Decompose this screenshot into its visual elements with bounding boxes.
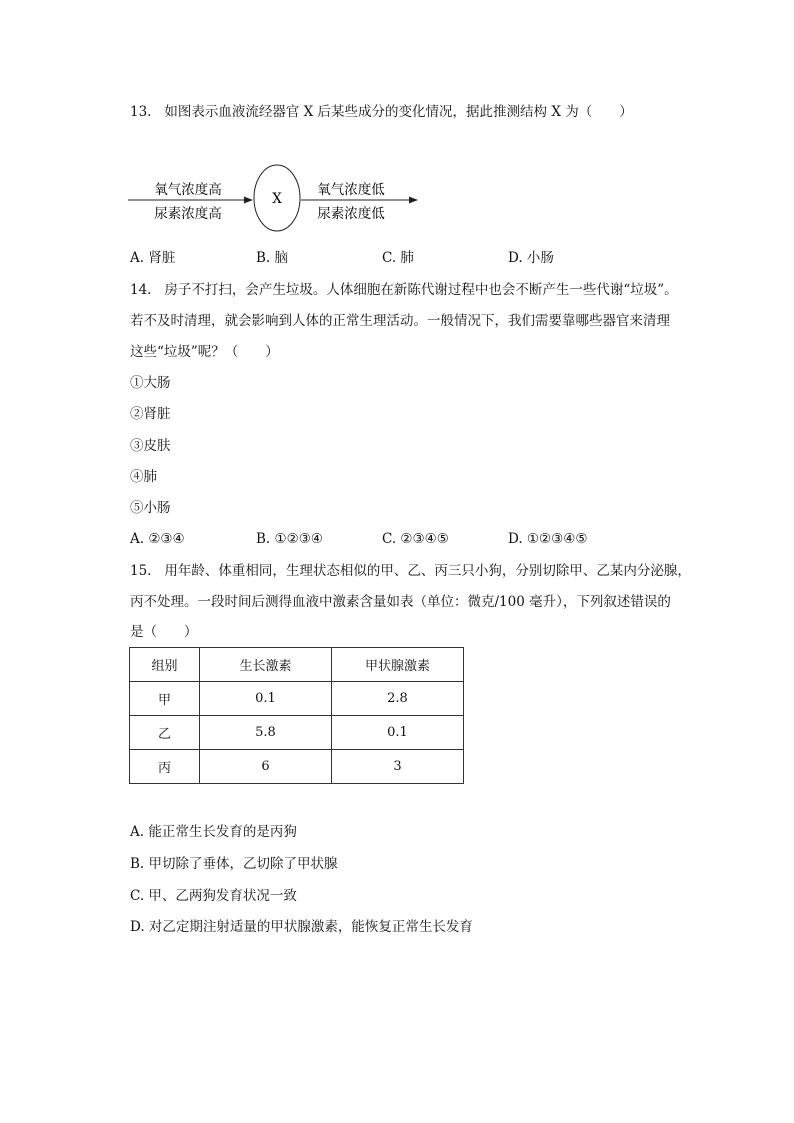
q15-number: 15. — [130, 563, 152, 579]
q13-stem-line — [130, 102, 633, 122]
diagram-right-top-label: 氧气浓度低 — [317, 182, 385, 198]
diagram-left-top-label: 氧气浓度高 — [154, 182, 222, 198]
table-row — [130, 716, 464, 750]
q14-item-2: ②肾脏 — [130, 406, 171, 422]
table-cell: 0.1 — [332, 716, 464, 750]
q14-stem-line-2: 若不及时清理，就会影响到人体的正常生理活动。一般情况下，我们需要靠哪些器官来清理 — [130, 313, 670, 329]
diagram-left-bottom-label: 尿素浓度高 — [154, 206, 222, 222]
table-header-cell: 生长激素 — [200, 648, 332, 682]
hormone-table — [129, 647, 464, 784]
q15-option-a[interactable]: A. 能正常生长发育的是丙狗 — [130, 824, 297, 840]
table-cell: 5.8 — [200, 716, 332, 750]
q14-stem-line-1 — [130, 280, 678, 300]
table-header-cell: 甲状腺激素 — [332, 648, 464, 682]
table-cell: 6 — [200, 750, 332, 784]
table-cell: 2.8 — [332, 682, 464, 716]
diagram-right-bottom-label: 尿素浓度低 — [317, 206, 385, 222]
table-cell: 丙 — [130, 750, 200, 784]
q15-stem-line-3: 是（ ） — [130, 624, 198, 640]
table-cell: 乙 — [130, 716, 200, 750]
q13-option-b[interactable]: B. 脑 — [256, 250, 289, 266]
q14-item-4: ④肺 — [130, 469, 157, 485]
q15-stem-line-1 — [130, 561, 691, 581]
q13-option-d[interactable]: D. 小肠 — [508, 250, 554, 266]
table-cell: 甲 — [130, 682, 200, 716]
q14-item-3: ③皮肤 — [130, 438, 171, 454]
q14-option-c[interactable]: C. ②③④⑤ — [382, 531, 449, 547]
table-row — [130, 750, 464, 784]
q13-stem: 如图表示血液流经器官 X 后某些成分的变化情况，据此推测结构 X 为（ ） — [164, 104, 633, 120]
diagram-right-arrow-head — [409, 197, 418, 204]
q14-stem-text-1: 房子不打扫，会产生垃圾。人体细胞在新陈代谢过程中也会不断产生一些代谢“垃圾”。 — [164, 282, 678, 298]
table-cell: 0.1 — [200, 682, 332, 716]
table-row — [130, 682, 464, 716]
q13-number: 13. — [130, 104, 152, 120]
q15-stem-line-2: 丙不处理。一段时间后测得血液中激素含量如表（单位：微克/100 毫升），下列叙述错误的 — [130, 594, 671, 610]
diagram-organ-label: X — [272, 191, 282, 207]
q13-option-c[interactable]: C. 肺 — [382, 250, 414, 266]
q15-option-c[interactable]: C. 甲、乙两狗发育状况一致 — [130, 888, 297, 904]
q13-option-a[interactable]: A. 肾脏 — [130, 250, 176, 266]
q14-number: 14. — [130, 282, 152, 298]
q14-option-b[interactable]: B. ①②③④ — [256, 531, 323, 547]
q14-item-5: ⑤小肠 — [130, 500, 171, 516]
diagram-left-arrow-head — [244, 197, 253, 204]
q15-option-d[interactable]: D. 对乙定期注射适量的甲状腺激素，能恢复正常生长发育 — [130, 919, 473, 935]
q14-stem-line-3: 这些“垃圾”呢？（ ） — [130, 344, 279, 360]
table-header-row — [130, 648, 464, 682]
q15-stem-text-1: 用年龄、体重相同，生理状态相似的甲、乙、丙三只小狗，分别切除甲、乙某内分泌腺， — [164, 563, 691, 579]
q14-item-1: ①大肠 — [130, 375, 171, 391]
blood-flow-diagram — [125, 160, 425, 240]
table-cell: 3 — [332, 750, 464, 784]
q15-option-b[interactable]: B. 甲切除了垂体，乙切除了甲状腺 — [130, 856, 338, 872]
q14-option-d[interactable]: D. ①②③④⑤ — [508, 531, 588, 547]
table-header-cell: 组别 — [130, 648, 200, 682]
q14-option-a[interactable]: A. ②③④ — [130, 531, 185, 547]
